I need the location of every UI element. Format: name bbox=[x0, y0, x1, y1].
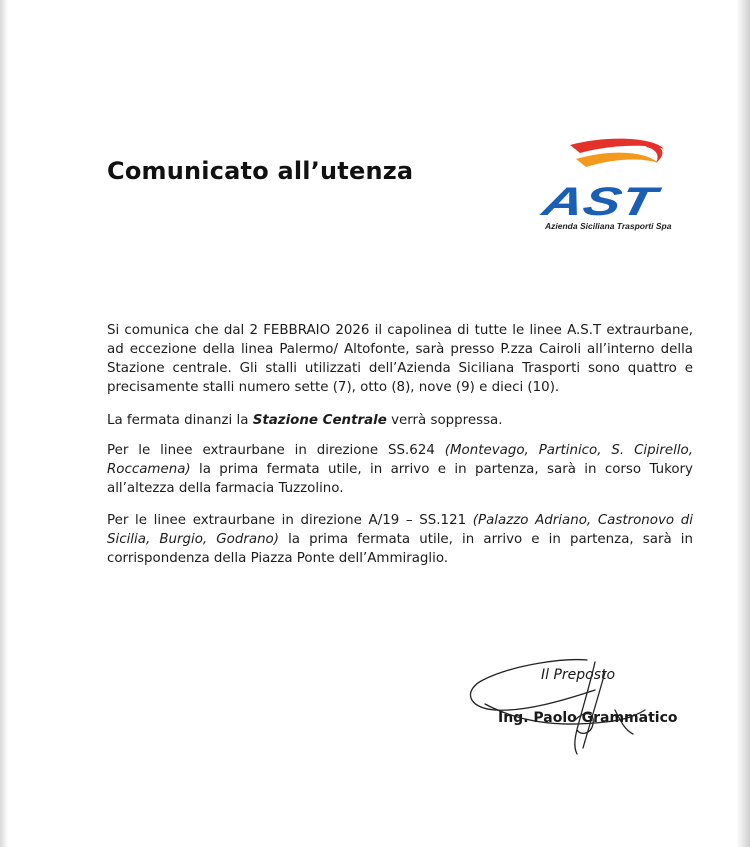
paragraph-4-emphasis: (Palazzo Adriano, Castronovo di Sicilia, Burgio, Godrano) bbox=[107, 513, 693, 547]
paragraph-4 bbox=[107, 511, 693, 568]
paragraph-2-text: La fermata dinanzi la bbox=[107, 413, 253, 428]
paragraph-2-text-end: verrà soppressa. bbox=[386, 413, 503, 428]
paragraph-2-emphasis: Stazione Centrale bbox=[252, 413, 387, 428]
paragraph-4-text: Per le linee extraurbane in direzione A/19 – SS.121 bbox=[107, 513, 473, 528]
paragraph-1: Si comunica che dal 2 FEBBRAIO 2026 il capolinea di tutte le linee A.S.T extraurbane, ad eccezione della linea Palermo/ Altofonte, sarà presso P.zza Cairoli all’interno della Stazione centrale. Gli stalli utilizzati dell’Azienda Siciliana Trasporti sono quattro e precisamente stalli numero sette (7), otto (8), nove (9) e dieci (10). bbox=[107, 323, 693, 395]
paragraph-4-text-end: la prima fermata utile, in arrivo e in partenza, sarà in corrispondenza della Piazza Ponte dell’Ammiraglio. bbox=[107, 532, 693, 566]
svg-text:AST: AST bbox=[538, 178, 629, 224]
logo-subtitle: Azienda Siciliana Trasporti Spa bbox=[545, 221, 672, 231]
paragraph-2 bbox=[107, 411, 693, 430]
paragraph-3 bbox=[107, 441, 693, 498]
page-title: Comunicato all’utenza bbox=[107, 157, 414, 185]
signature-name: Ing. Paolo Grammatico bbox=[498, 710, 678, 726]
paragraph-3-text: Per le linee extraurbane in direzione SS.624 bbox=[107, 443, 445, 458]
handwritten-signature bbox=[455, 650, 695, 770]
page-edge-left bbox=[0, 0, 8, 847]
signature-role: Il Preposto bbox=[541, 667, 616, 683]
paragraph-3-emphasis: (Montevago, Partinico, S. Cipirello, Roccamena) bbox=[107, 443, 694, 477]
page-edge-right bbox=[736, 0, 750, 847]
paragraph-3-text-end: la prima fermata utile, in arrivo e in partenza, sarà in corso Tukory all’altezza della farmacia Tuzzolino. bbox=[107, 462, 693, 496]
